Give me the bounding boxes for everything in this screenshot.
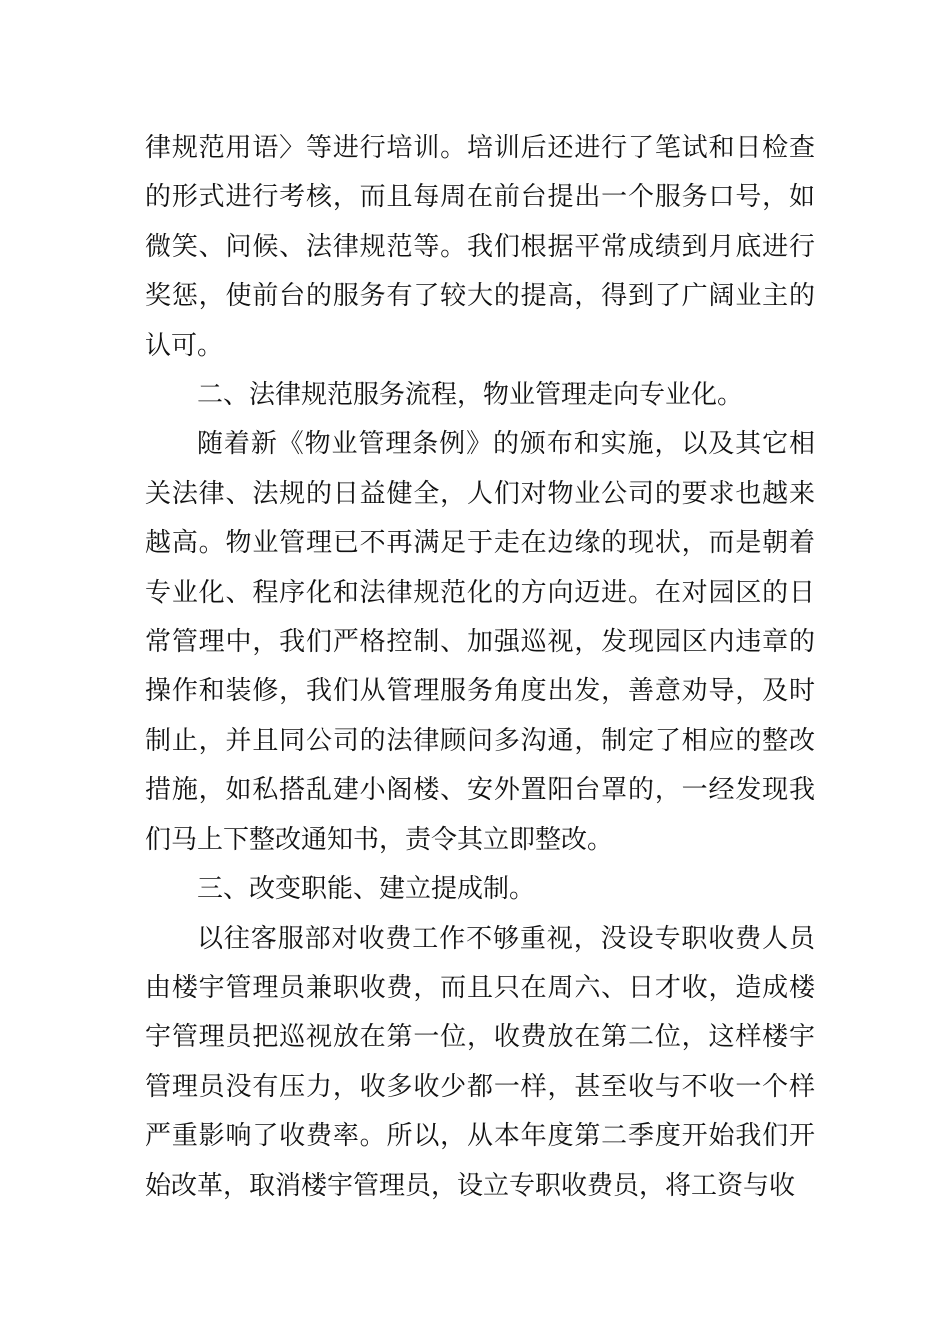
paragraph-fee-collection: 以往客服部对收费工作不够重视，没设专职收费人员由楼宇管理员兼职收费，而且只在周六、日才收，造成楼宇管理员把巡视放在第一位，收费放在第二位，这样楼宇管理员没有压力，收多收少都一样，甚至收与不收一个样严重影响了收费率。所以，从本年度第二季度开始我们开始改革，取消楼宇管理员，设立专职收费员，将工资与收 — [145, 923, 815, 1201]
paragraph-property-regulation: 随着新《物业管理条例》的颁布和实施，以及其它相关法律、法规的日益健全，人们对物业公司的要求也越来越高。物业管理已不再满足于走在边缘的现状，而是朝着专业化、程序化和法律规范化的方向迈进。在对园区的日常管理中，我们严格控制、加强巡视，发现园区内违章的操作和装修，我们从管理服务角度出发，善意劝导，及时制止，并且同公司的法律顾问多沟通，制定了相应的整改措施，如私搭乱建小阁楼、安外置阳台罩的，一经发现我们马上下整改通知书，责令其立即整改。 — [145, 429, 815, 855]
section-heading-three: 三、改变职能、建立提成制。 — [197, 874, 536, 905]
section-heading-two: 二、法律规范服务流程，物业管理走向专业化。 — [197, 380, 744, 411]
paragraph-continued: 律规范用语〉等进行培训。培训后还进行了笔试和日检查的形式进行考核，而且每周在前台提出一个服务口号，如微笑、问候、法律规范等。我们根据平常成绩到月底进行奖惩，使前台的服务有了较大的提高，得到了广阔业主的认可。 — [145, 133, 815, 361]
document-body — [145, 124, 815, 1211]
